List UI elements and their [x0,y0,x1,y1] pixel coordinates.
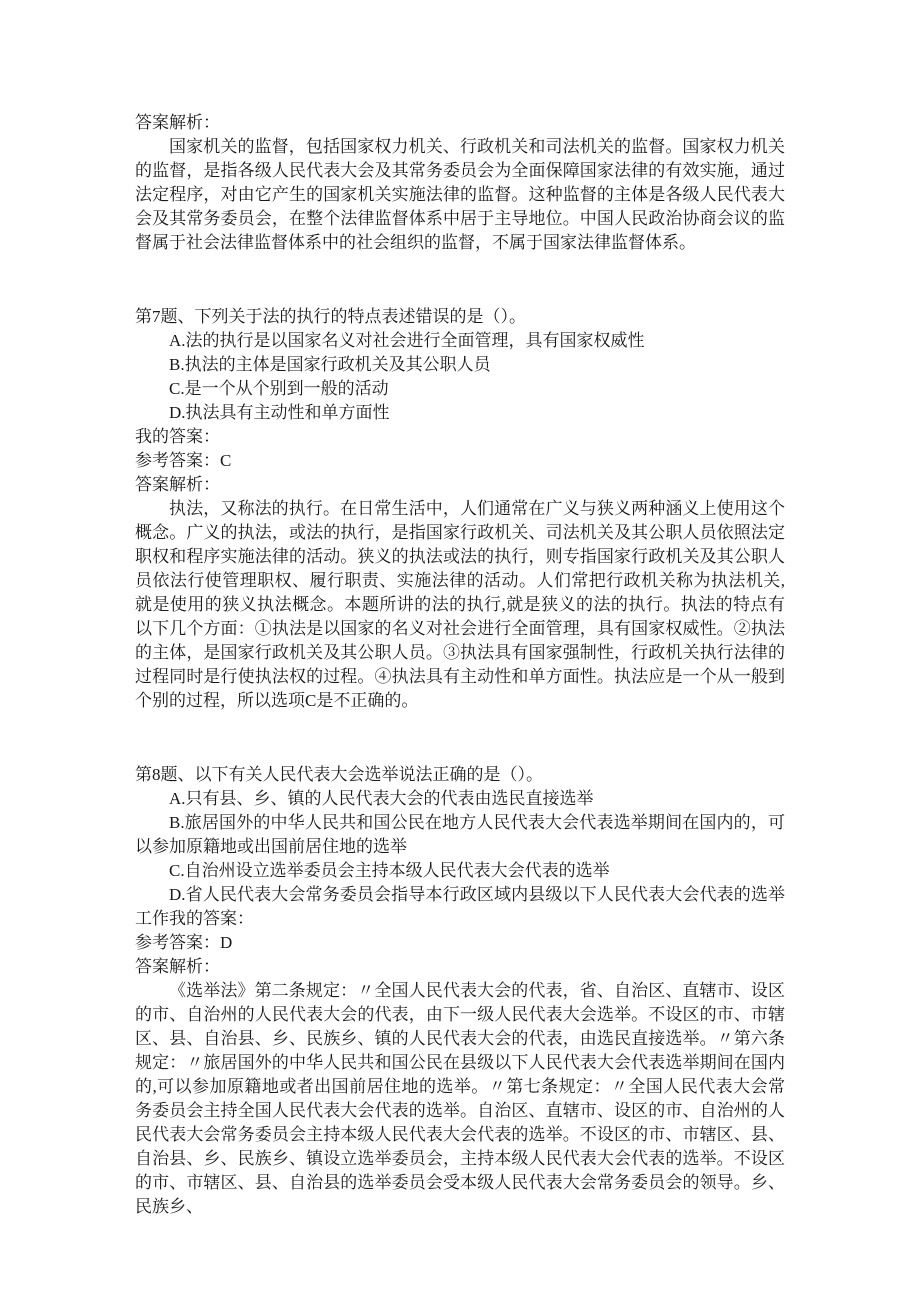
question-7-option-a: A.法的执行是以国家名义对社会进行全面管理，具有国家权威性 [169,331,645,350]
analysis-paragraph: 国家机关的监督，包括国家权力机关、行政机关和司法机关的监督。国家权力机关的监督，是指各级人民代表大会及其常务委员会为全面保障国家法律的有效实施，通过法定程序，对由它产生的国家机关实施法律的监督。这种监督的主体是各级人民代表大会及其常务委员会，在整个法律监督体系中居于主导地位。中国人民政治协商会议的监督属于社会法律监督体系中的社会组织的监督，不属于国家法律监督体系。 [135,137,785,252]
question-8-option-a: A.只有县、乡、镇的人民代表大会的代表由选民直接选举 [169,789,594,808]
previous-answer-analysis-section [135,111,785,255]
reference-answer: 参考答案：C [135,451,232,470]
question-7-option-c: C.是一个从个别到一般的活动 [169,379,389,398]
question-7-option-d: D.执法具有主动性和单方面性 [169,403,390,422]
question-8-option-d-with-my-answer-label: D.省人民代表大会常务委员会指导本行政区域内县级以下人民代表大会代表的选举工作我的答案： [135,885,785,928]
question-7-option-b: B.执法的主体是国家行政机关及其公职人员 [169,355,491,374]
question-7-section [135,305,785,713]
question-8-analysis-paragraph: 《选举法》第二条规定：〃全国人民代表大会的代表，省、自治区、直辖市、设区的市、自治州的人民代表大会的代表，由下一级人民代表大会选举。不设区的市、市辖区、县、自治县、乡、民族乡、镇的人民代表大会的代表，由选民直接选举。〃第六条规定：〃旅居国外的中华人民共和国公民在县级以下人民代表大会代表选举期间在国内的,可以参加原籍地或者出国前居住地的选举。〃第七条规定：〃全国人民代表大会常务委员会主持全国人民代表大会代表的选举。自治区、直辖市、设区的市、自治州的人民代表大会常务委员会主持本级人民代表大会代表的选举。不设区的市、市辖区、县、自治县、乡、民族乡、镇设立选举委员会，主持本级人民代表大会代表的选举。不设区的市、市辖区、县、自治县的选举委员会受本级人民代表大会常务委员会的领导。乡、民族乡、 [135,981,785,1216]
question-8-title: 第8题、以下有关人民代表大会选举说法正确的是（）。 [135,765,543,784]
question-8-option-b: B.旅居国外的中华人民共和国公民在地方人民代表大会代表选举期间在国内的，可以参加原籍地或出国前居住地的选举 [135,813,785,856]
analysis-label: 答案解析： [135,475,220,494]
reference-answer: 参考答案：D [135,933,233,952]
analysis-label: 答案解析： [135,113,220,132]
analysis-label: 答案解析： [135,957,220,976]
question-8-option-c: C.自治州设立选举委员会主持本级人民代表大会代表的选举 [169,861,610,880]
question-8-section [135,763,785,1219]
question-7-title: 第7题、下列关于法的执行的特点表述错误的是（）。 [135,307,526,326]
question-7-analysis-paragraph: 执法，又称法的执行。在日常生活中，人们通常在广义与狭义两种涵义上使用这个概念。广义的执法，或法的执行，是指国家行政机关、司法机关及其公职人员依照法定职权和程序实施法律的活动。狭义的执法或法的执行，则专指国家行政机关及其公职人员依法行使管理职权、履行职责、实施法律的活动。人们常把行政机关称为执法机关,就是使用的狭义执法概念。本题所讲的法的执行,就是狭义的法的执行。执法的特点有以下几个方面：①执法是以国家的名义对社会进行全面管理，具有国家权威性。②执法的主体，是国家行政机关及其公职人员。③执法具有国家强制性，行政机关执行法律的过程同时是行使执法权的过程。④执法具有主动性和单方面性。执法应是一个从一般到个别的过程，所以选项C是不正确的。 [135,499,785,710]
my-answer-label: 我的答案： [135,427,220,446]
